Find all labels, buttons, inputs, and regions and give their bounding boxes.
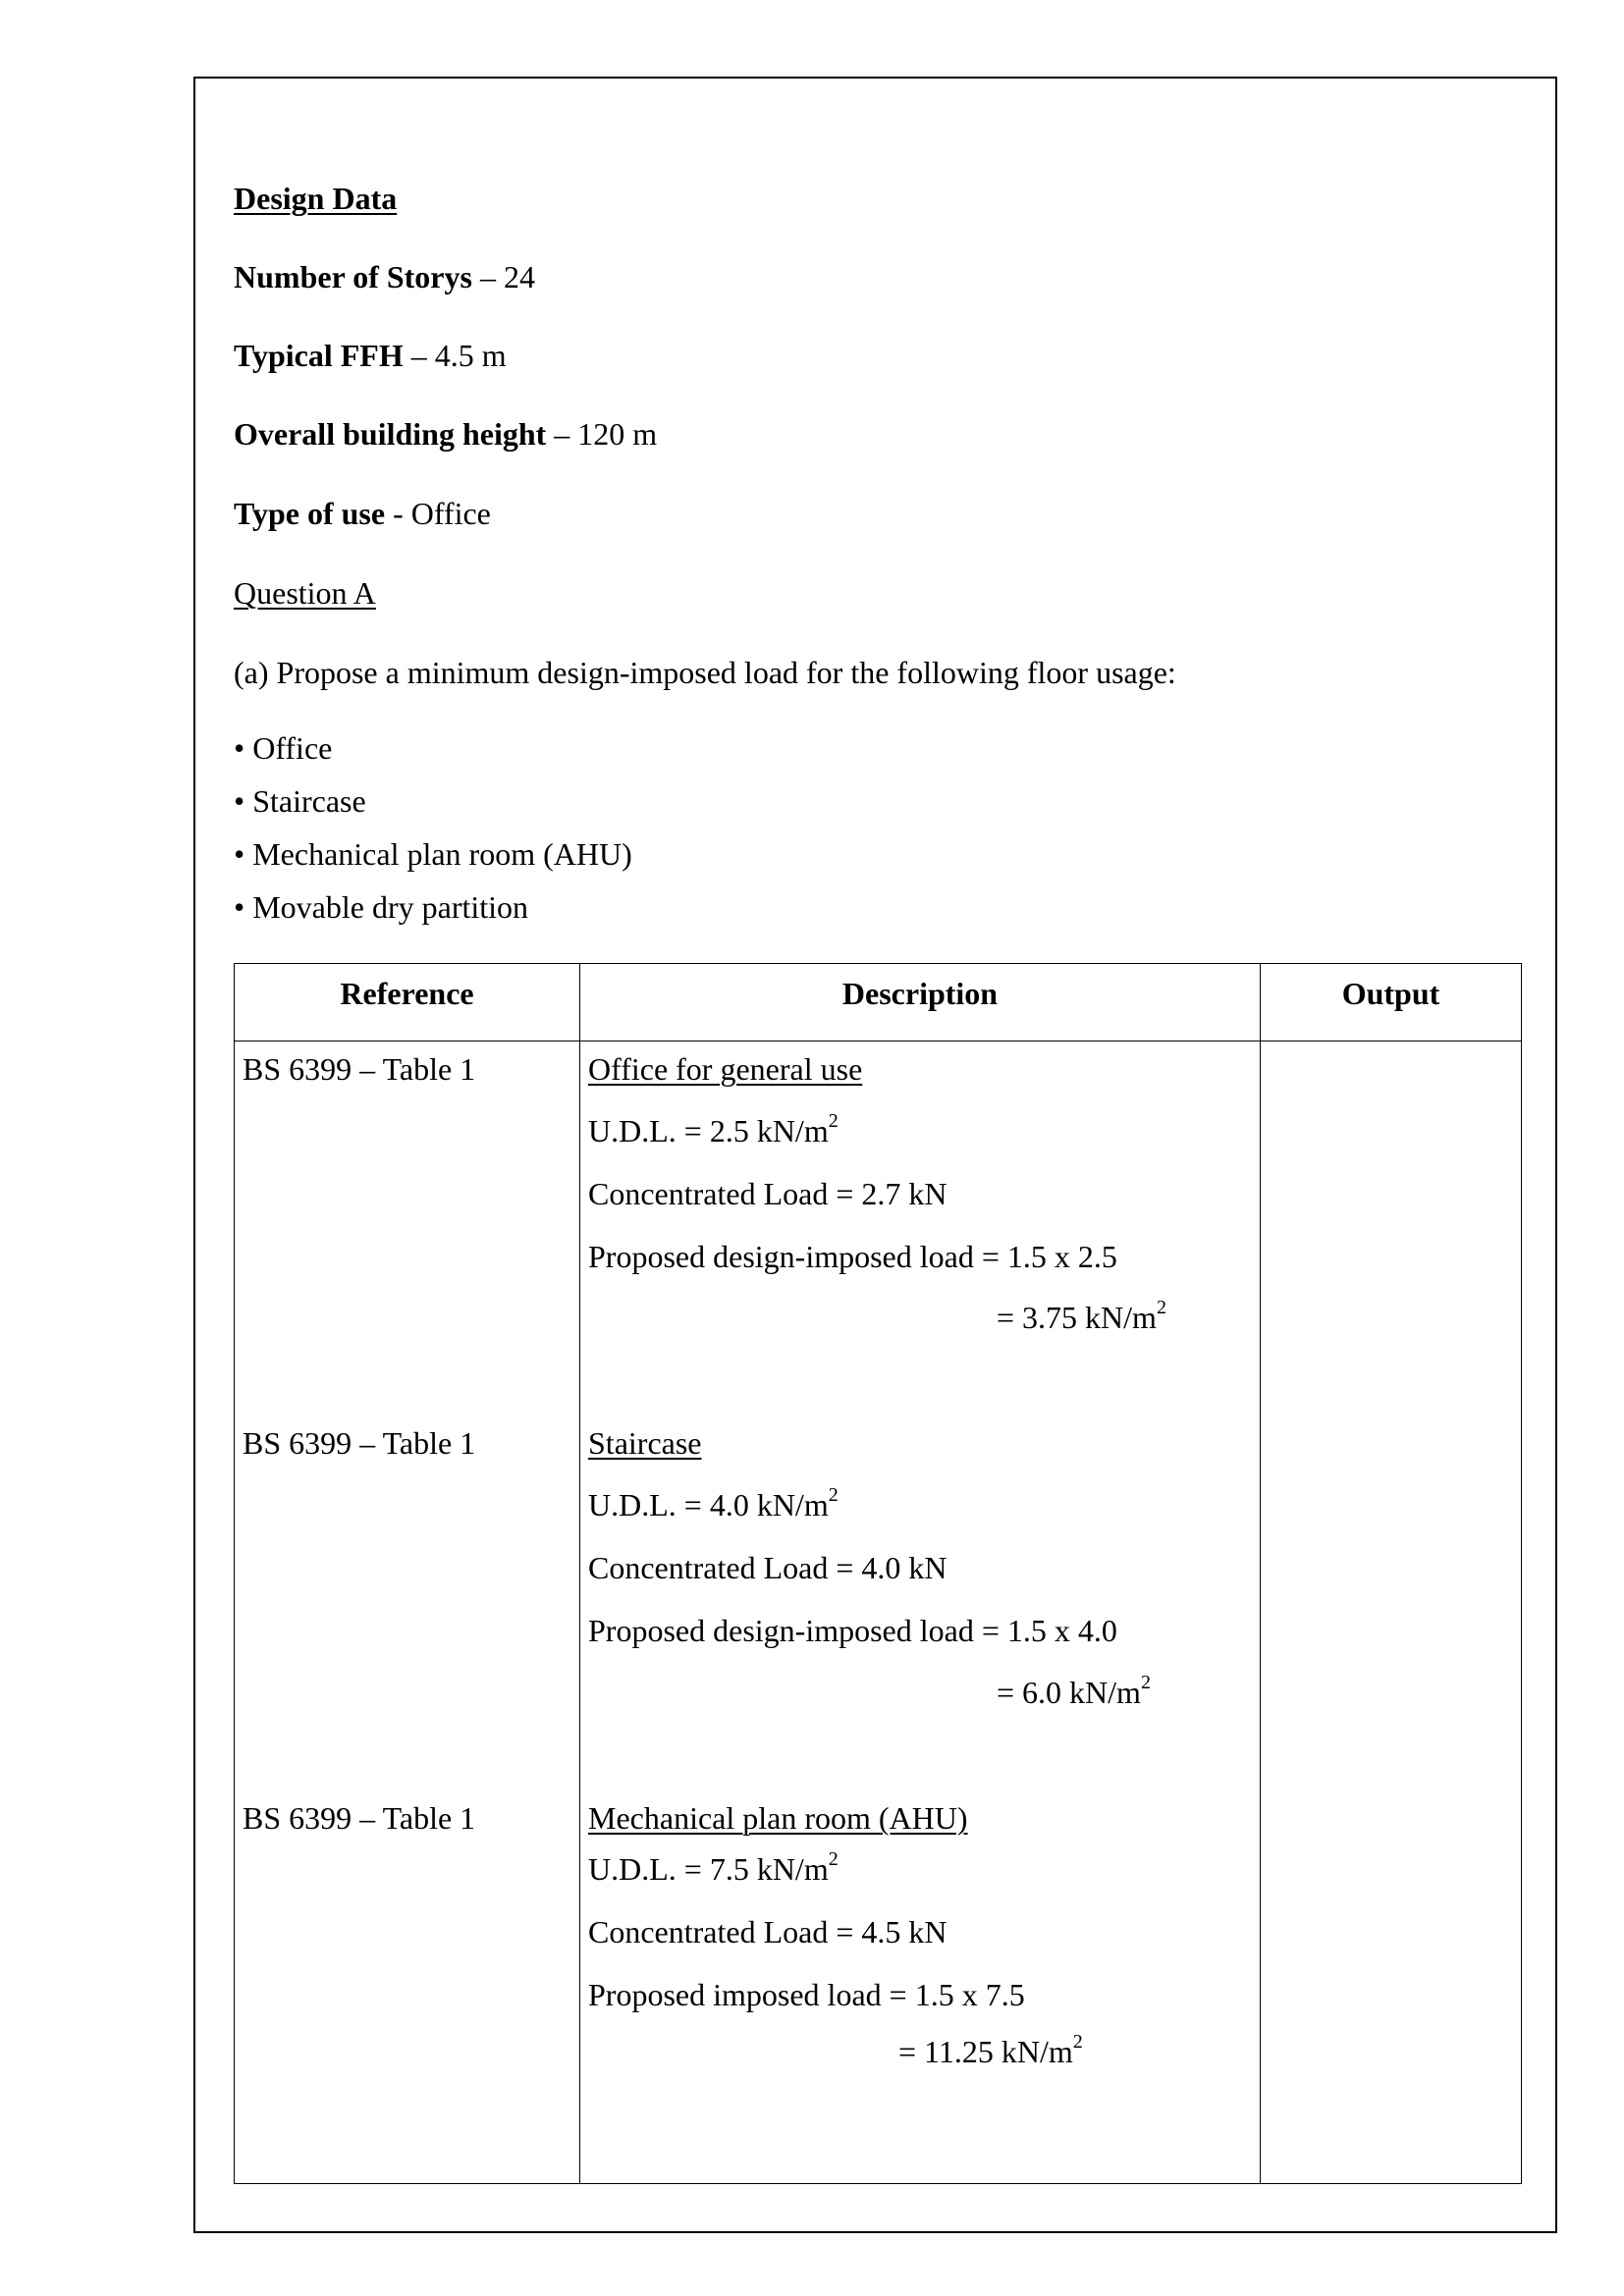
- staircase-concentrated: Concentrated Load = 4.0 kN: [588, 1550, 947, 1585]
- bullet-item: • Staircase: [234, 783, 366, 819]
- use-label: Type of use: [234, 496, 386, 531]
- use-line: [234, 496, 491, 531]
- mechanical-udl: [588, 1848, 839, 1887]
- superscript-2: 2: [828, 1484, 839, 1507]
- superscript-2: 2: [1156, 1297, 1166, 1319]
- office-title: Office for general use: [588, 1051, 863, 1087]
- superscript-2: 2: [1072, 2031, 1083, 2054]
- office-proposed: Proposed design-imposed load = 1.5 x 2.5: [588, 1239, 1117, 1274]
- description-cell: [580, 1041, 1261, 2184]
- header-description: Description: [580, 964, 1261, 1041]
- output-cell: [1261, 1041, 1522, 2184]
- ffh-value: – 4.5 m: [403, 338, 507, 373]
- height-label: Overall building height: [234, 416, 547, 452]
- stories-line: [234, 259, 535, 294]
- superscript-2: 2: [1140, 1672, 1151, 1694]
- reference-staircase: BS 6399 – Table 1: [243, 1425, 476, 1461]
- header-reference: Reference: [235, 964, 580, 1041]
- mechanical-result: [898, 2031, 1083, 2069]
- mechanical-concentrated: Concentrated Load = 4.5 kN: [588, 1914, 947, 1949]
- ffh-label: Typical FFH: [234, 338, 404, 373]
- bullet-item: • Movable dry partition: [234, 889, 529, 925]
- calculation-table: [234, 963, 1522, 2184]
- bullet-item: • Office: [234, 730, 333, 766]
- reference-cell: [235, 1041, 580, 2184]
- office-concentrated: Concentrated Load = 2.7 kN: [588, 1176, 947, 1211]
- question-prompt: (a) Propose a minimum design-imposed load for the following floor usage:: [234, 655, 1176, 690]
- table-body-row: [235, 1041, 1522, 2184]
- design-data-heading: Design Data: [234, 181, 398, 216]
- staircase-result: [997, 1672, 1151, 1710]
- office-result-text: = 3.75 kN/m: [997, 1300, 1157, 1335]
- height-value: – 120 m: [546, 416, 658, 452]
- header-output: Output: [1261, 964, 1522, 1041]
- staircase-proposed: Proposed design-imposed load = 1.5 x 4.0: [588, 1613, 1117, 1648]
- office-udl: [588, 1110, 839, 1148]
- office-udl-text: U.D.L. = 2.5 kN/m: [588, 1113, 829, 1148]
- staircase-udl: [588, 1484, 839, 1522]
- mechanical-result-text: = 11.25 kN/m: [898, 2034, 1073, 2069]
- superscript-2: 2: [828, 1848, 839, 1871]
- reference-mechanical: BS 6399 – Table 1: [243, 1800, 476, 1836]
- stories-label: Number of Storys: [234, 259, 472, 294]
- use-value: - Office: [385, 496, 491, 531]
- ffh-line: [234, 338, 507, 373]
- bullet-item: • Mechanical plan room (AHU): [234, 836, 632, 872]
- height-line: [234, 416, 657, 452]
- staircase-result-text: = 6.0 kN/m: [997, 1675, 1141, 1710]
- office-result: [997, 1297, 1166, 1335]
- stories-value: – 24: [471, 259, 535, 294]
- mechanical-title: Mechanical plan room (AHU): [588, 1800, 968, 1836]
- staircase-title: Staircase: [588, 1425, 702, 1461]
- question-heading: Question A: [234, 575, 376, 611]
- table-header-row: [235, 964, 1522, 1041]
- mechanical-udl-text: U.D.L. = 7.5 kN/m: [588, 1851, 829, 1887]
- superscript-2: 2: [828, 1110, 839, 1133]
- staircase-udl-text: U.D.L. = 4.0 kN/m: [588, 1487, 829, 1522]
- reference-office: BS 6399 – Table 1: [243, 1051, 476, 1087]
- mechanical-proposed: Proposed imposed load = 1.5 x 7.5: [588, 1977, 1025, 2012]
